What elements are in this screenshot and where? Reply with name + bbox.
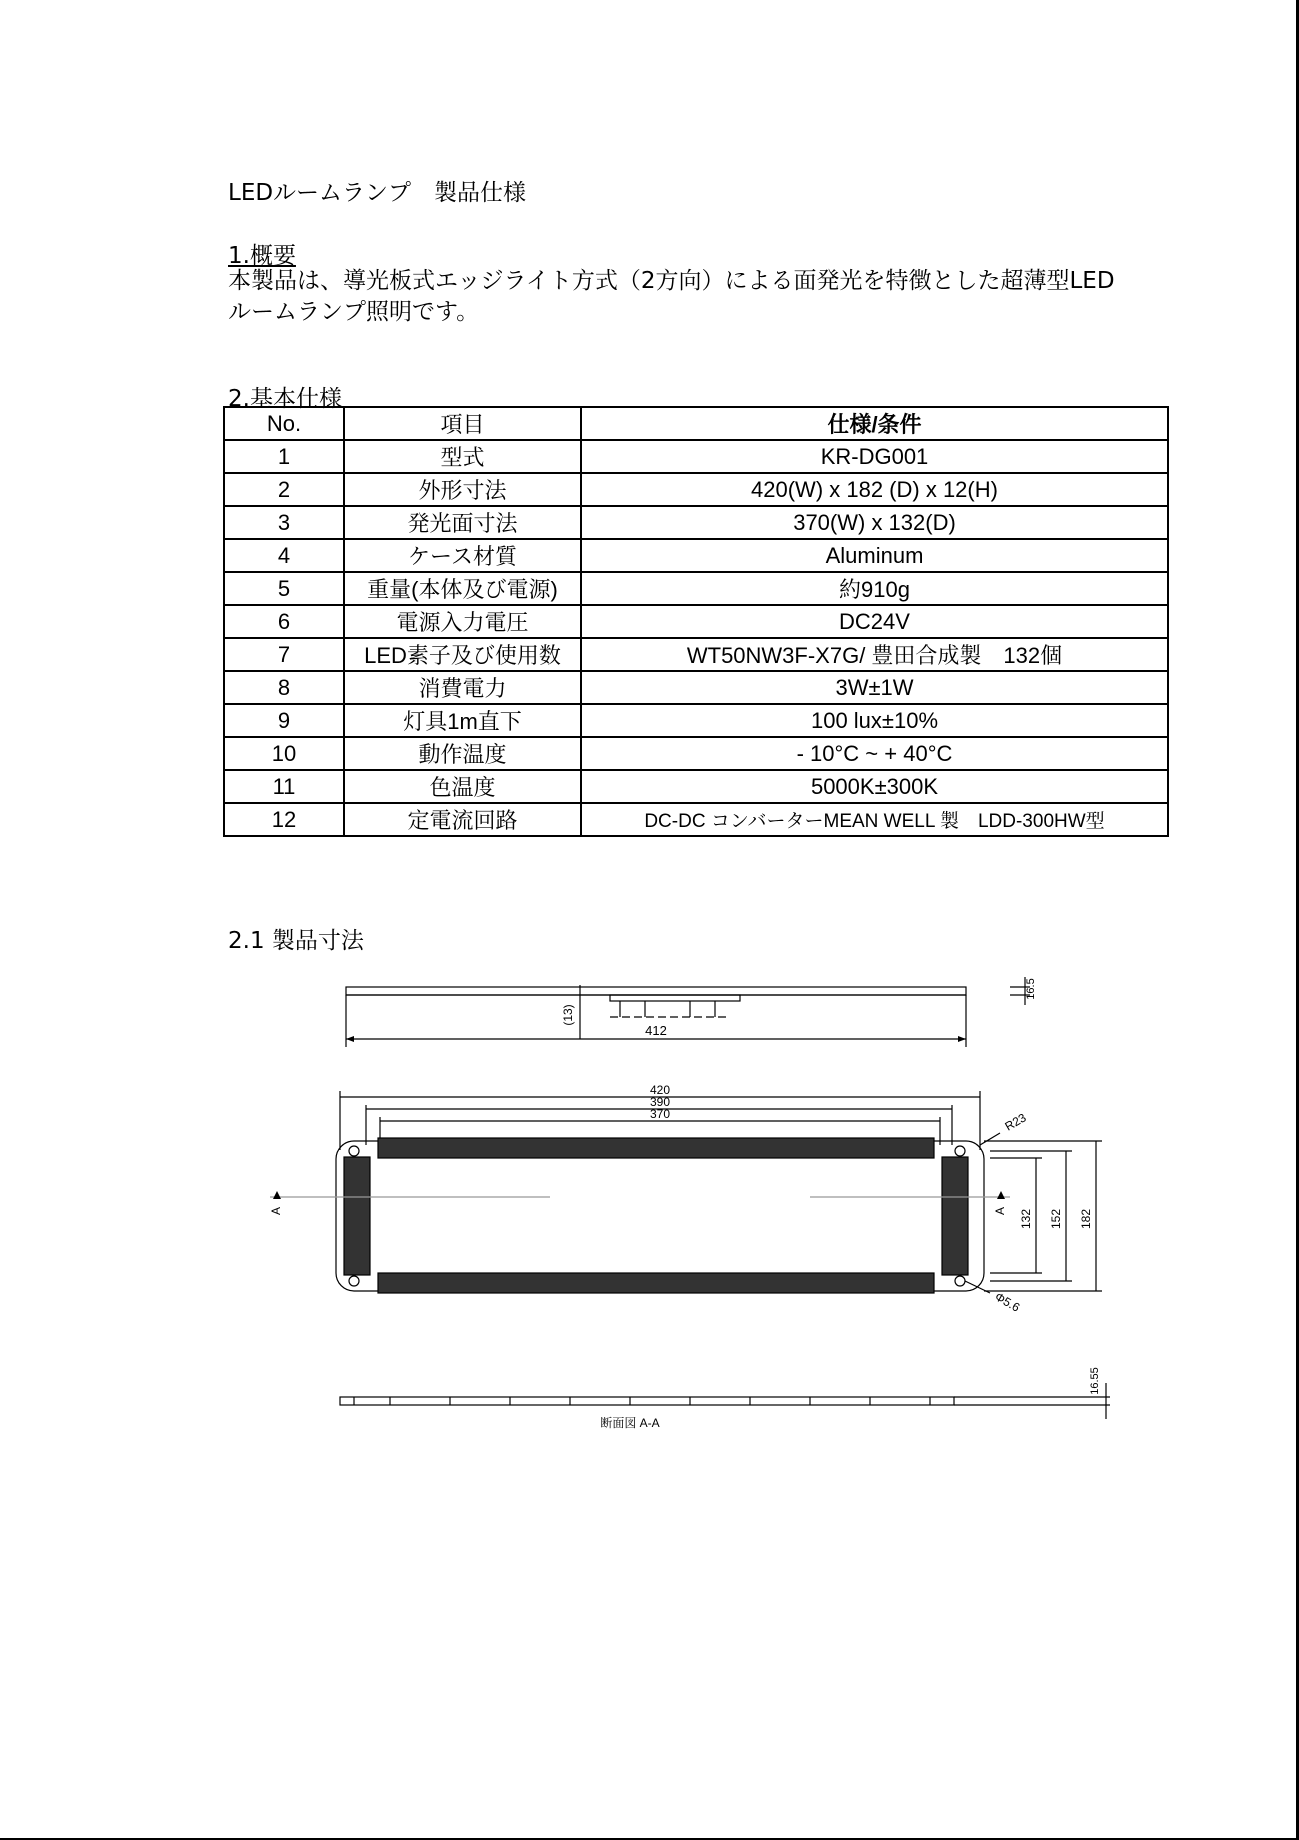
dimension-drawing — [250, 975, 1130, 1435]
row-value: - 10°C ~ + 40°C — [581, 737, 1168, 770]
table-row — [224, 572, 1168, 605]
table-row — [224, 671, 1168, 704]
overview-line: 本製品は、導光板式エッジライト方式（2方向）による面発光を特徴とした超薄型LED — [228, 268, 1115, 294]
side-view-top — [346, 977, 1037, 1047]
row-item: 重量(本体及び電源) — [344, 572, 581, 605]
row-item: 外形寸法 — [344, 473, 581, 506]
dim-370: 370 — [649, 1107, 671, 1121]
dim-390: 390 — [649, 1095, 671, 1109]
row-no: 9 — [224, 704, 344, 737]
row-no: 11 — [224, 770, 344, 803]
table-row — [224, 704, 1168, 737]
dim-152: 152 — [1049, 1208, 1063, 1230]
row-value: DC24V — [581, 605, 1168, 638]
table-row — [224, 803, 1168, 836]
row-no: 5 — [224, 572, 344, 605]
overview-heading: 1.概要 — [228, 243, 296, 269]
row-no: 1 — [224, 440, 344, 473]
dim-182: 182 — [1079, 1208, 1093, 1230]
section-caption: 断面図 A-A — [600, 1416, 660, 1430]
row-item: 電源入力電圧 — [344, 605, 581, 638]
section-view — [340, 1367, 1110, 1430]
row-value: DC-DC コンバーターMEAN WELL 製 LDD-300HW型 — [581, 803, 1168, 836]
table-row — [224, 473, 1168, 506]
document-title: LEDルームランプ 製品仕様 — [228, 180, 527, 206]
overview-line: ルームランプ照明です。 — [228, 299, 480, 325]
row-item: 灯具1m直下 — [344, 704, 581, 737]
table-row — [224, 770, 1168, 803]
radius-label: R23 — [1002, 1110, 1029, 1134]
header-spec: 仕様/条件 — [581, 407, 1168, 440]
row-no: 8 — [224, 671, 344, 704]
row-no: 7 — [224, 638, 344, 671]
row-no: 2 — [224, 473, 344, 506]
row-item: 色温度 — [344, 770, 581, 803]
section-marker-left: A — [269, 1206, 283, 1215]
row-no: 6 — [224, 605, 344, 638]
table-row — [224, 440, 1168, 473]
row-value: WT50NW3F-X7G/ 豊田合成製 132個 — [581, 638, 1168, 671]
row-value: 370(W) x 132(D) — [581, 506, 1168, 539]
table-row — [224, 605, 1168, 638]
hole-label: Φ5.6 — [992, 1289, 1023, 1315]
dim-132: 132 — [1019, 1208, 1033, 1230]
row-no: 3 — [224, 506, 344, 539]
row-value: 約910g — [581, 572, 1168, 605]
section-marker-right: A — [993, 1206, 1007, 1215]
plan-view-body — [269, 1110, 1029, 1315]
row-item: 動作温度 — [344, 737, 581, 770]
header-no: No. — [224, 407, 344, 440]
row-no: 4 — [224, 539, 344, 572]
row-value: 100 lux±10% — [581, 704, 1168, 737]
dim-412: 412 — [645, 1023, 667, 1038]
row-item: 定電流回路 — [344, 803, 581, 836]
row-item: LED素子及び使用数 — [344, 638, 581, 671]
row-item: ケース材質 — [344, 539, 581, 572]
table-row — [224, 539, 1168, 572]
spec-heading: 2.基本仕様 — [228, 386, 342, 412]
header-item: 項目 — [344, 407, 581, 440]
dim-16-55: 16.55 — [1089, 1367, 1101, 1395]
row-no: 10 — [224, 737, 344, 770]
row-item: 発光面寸法 — [344, 506, 581, 539]
row-value: KR-DG001 — [581, 440, 1168, 473]
dim-16-5: 16.5 — [1025, 978, 1037, 1000]
row-no: 12 — [224, 803, 344, 836]
dimensions-heading: 2.1 製品寸法 — [228, 928, 364, 954]
row-value: 5000K±300K — [581, 770, 1168, 803]
table-header-row — [224, 407, 1168, 440]
row-value: 3W±1W — [581, 671, 1168, 704]
dim-13: (13) — [561, 1004, 575, 1026]
spec-table — [223, 406, 1169, 837]
overview-text — [228, 266, 1115, 328]
row-item: 型式 — [344, 440, 581, 473]
table-row — [224, 506, 1168, 539]
plan-view-height-dims — [984, 1141, 1102, 1291]
table-row — [224, 737, 1168, 770]
row-value: Aluminum — [581, 539, 1168, 572]
table-row — [224, 638, 1168, 671]
row-value: 420(W) x 182 (D) x 12(H) — [581, 473, 1168, 506]
dim-420: 420 — [649, 1083, 671, 1097]
row-item: 消費電力 — [344, 671, 581, 704]
